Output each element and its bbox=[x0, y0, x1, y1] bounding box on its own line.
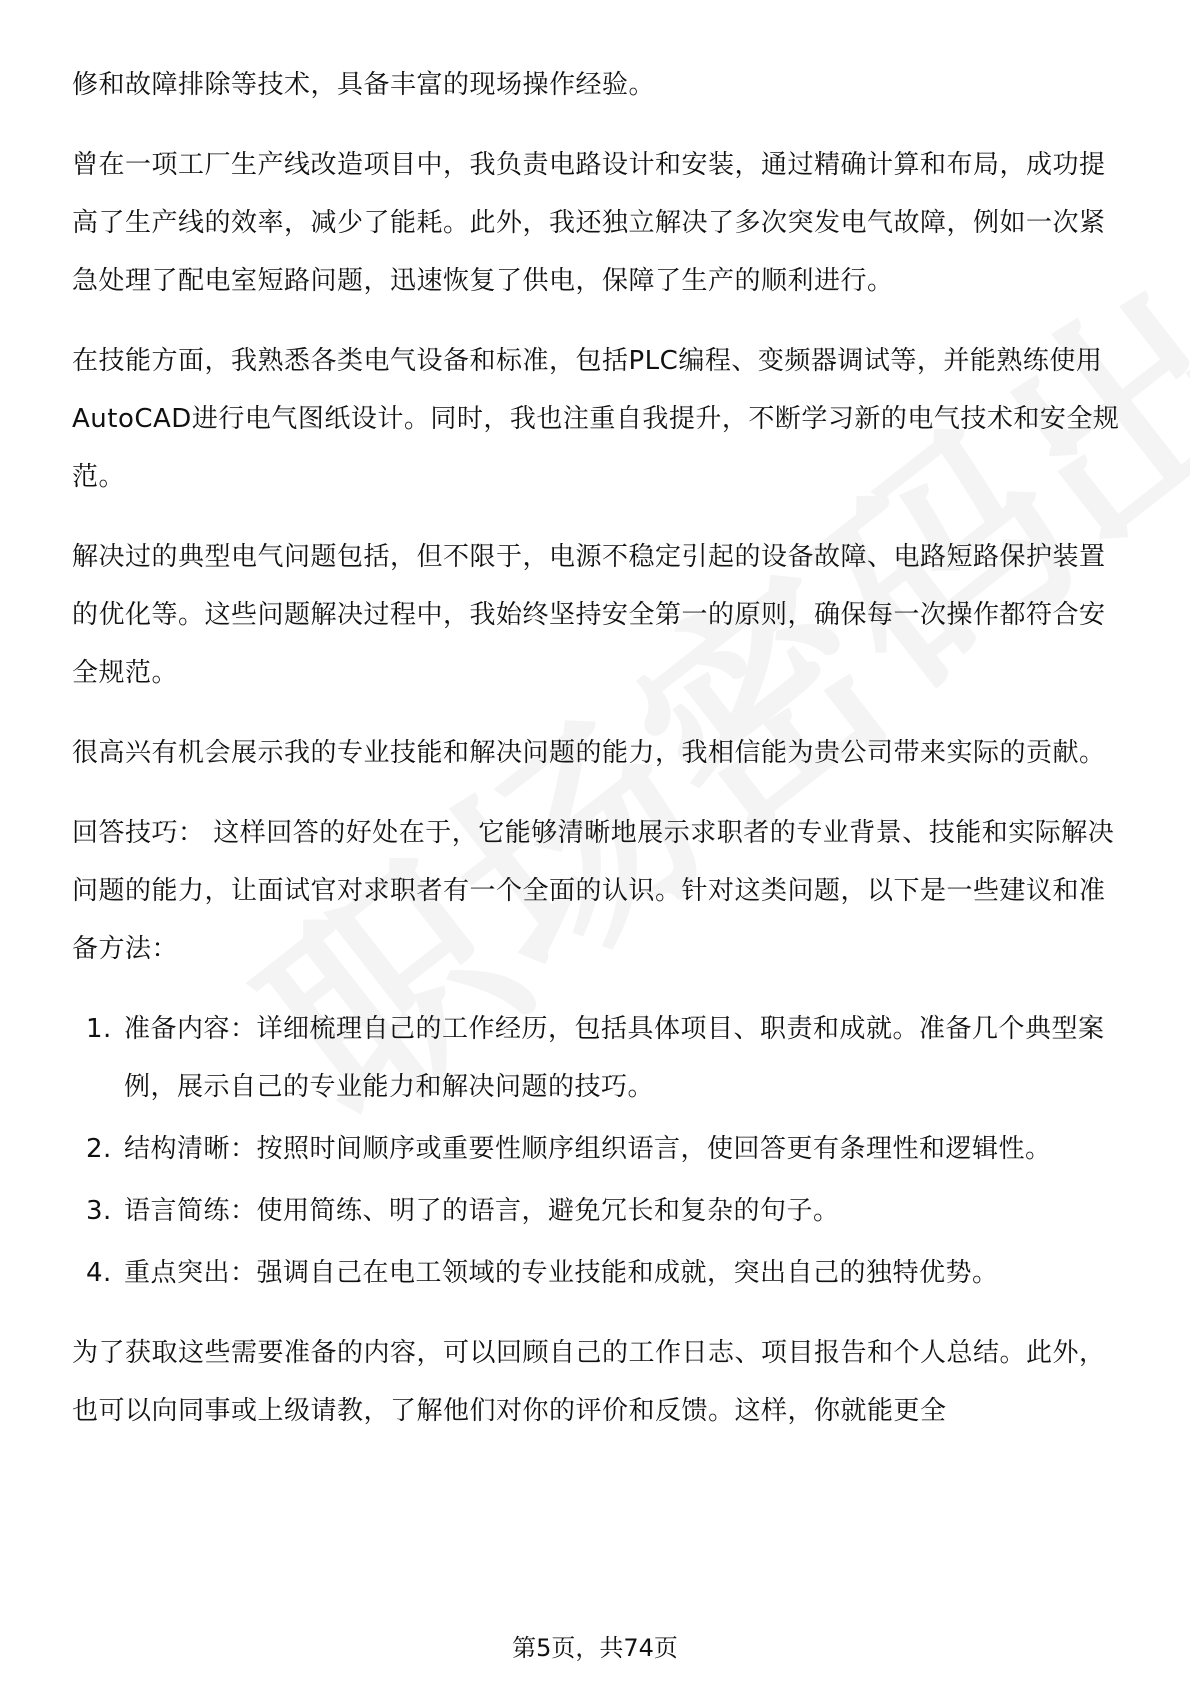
list-item bbox=[72, 1120, 1124, 1178]
paragraph-1: 修和故障排除等技术，具备丰富的现场操作经验。 bbox=[72, 70, 656, 100]
closing-paragraph: 为了获取这些需要准备的内容，可以回顾自己的工作日志、项目报告和个人总结。此外，也可以向同事或上级请教，了解他们对你的评价和反馈。这样，你就能更全 bbox=[72, 1338, 1106, 1426]
paragraph-6: 回答技巧： 这样回答的好处在于，它能够清晰地展示求职者的专业背景、技能和实际解决问题的能力，让面试官对求职者有一个全面的认识。针对这类问题，以下是一些建议和准备方法： bbox=[72, 818, 1115, 964]
list-number: 2. bbox=[86, 1134, 112, 1164]
list-text: 重点突出：强调自己在电工领域的专业技能和成就，突出自己的独特优势。 bbox=[124, 1258, 999, 1288]
paragraph-4: 解决过的典型电气问题包括，但不限于，电源不稳定引起的设备故障、电路短路保护装置的优化等。这些问题解决过程中，我始终坚持安全第一的原则，确保每一次操作都符合安全规范。 bbox=[72, 542, 1106, 688]
paragraph-3: 在技能方面，我熟悉各类电气设备和标准，包括PLC编程、变频器调试等，并能熟练使用AutoCAD进行电气图纸设计。同时，我也注重自我提升，不断学习新的电气技术和安全规范。 bbox=[72, 346, 1120, 492]
list-item bbox=[72, 1244, 1124, 1302]
list-number: 4. bbox=[86, 1258, 112, 1288]
list-text: 语言简练：使用简练、明了的语言，避免冗长和复杂的句子。 bbox=[124, 1196, 840, 1226]
paragraph-5: 很高兴有机会展示我的专业技能和解决问题的能力，我相信能为贵公司带来实际的贡献。 bbox=[72, 738, 1106, 768]
list-text: 结构清晰：按照时间顺序或重要性顺序组织语言，使回答更有条理性和逻辑性。 bbox=[124, 1134, 1052, 1164]
document-body bbox=[72, 56, 1124, 1462]
tips-list bbox=[72, 1000, 1124, 1302]
page-number: 第5页，共74页 bbox=[512, 1634, 678, 1662]
list-text: 准备内容：详细梳理自己的工作经历，包括具体项目、职责和成就。准备几个典型案例，展示自己的专业能力和解决问题的技巧。 bbox=[124, 1014, 1105, 1102]
list-item bbox=[72, 1000, 1124, 1116]
list-number: 1. bbox=[86, 1014, 112, 1044]
list-item bbox=[72, 1182, 1124, 1240]
paragraph-2: 曾在一项工厂生产线改造项目中，我负责电路设计和安装，通过精确计算和布局，成功提高了生产线的效率，减少了能耗。此外，我还独立解决了多次突发电气故障，例如一次紧急处理了配电室短路问题，迅速恢复了供电，保障了生产的顺利进行。 bbox=[72, 150, 1106, 296]
list-number: 3. bbox=[86, 1196, 112, 1226]
